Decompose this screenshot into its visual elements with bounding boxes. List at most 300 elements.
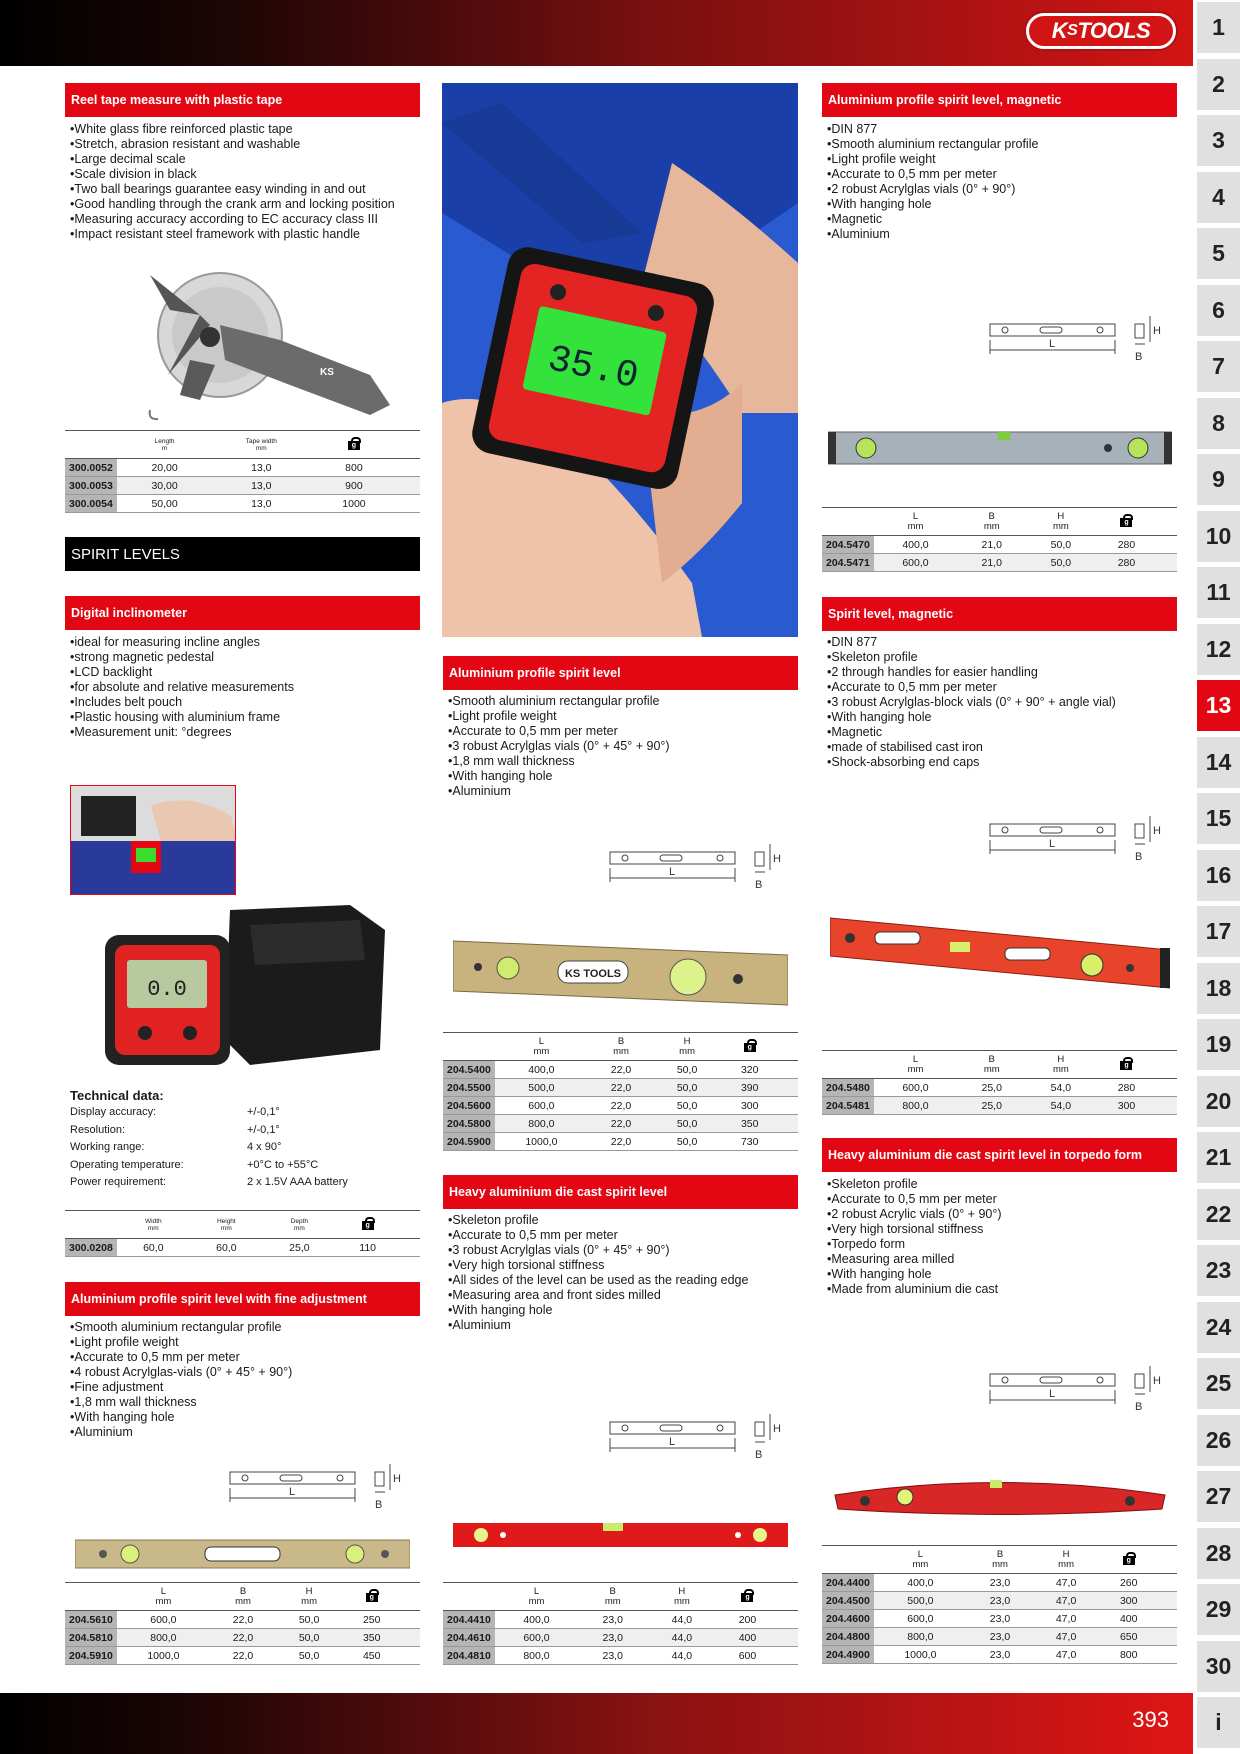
feature-item: • Good handling through the crank arm and locking position — [70, 197, 420, 212]
feature-item: • 2 robust Acrylic vials (0° + 90°) — [827, 1207, 1177, 1222]
column-header — [822, 1051, 874, 1079]
article-number: 204.5471 — [822, 554, 874, 572]
column-header: L mm — [874, 508, 957, 536]
table-row — [443, 1061, 798, 1079]
table-cell: 21,0 — [957, 554, 1026, 572]
feature-item: • Scale division in black — [70, 167, 420, 182]
feature-item: • Skeleton profile — [827, 650, 1177, 665]
inclinometer-usage-thumbnail — [70, 785, 236, 895]
table-cell: 23,0 — [967, 1574, 1033, 1592]
section-header-torpedo: Heavy aluminium die cast spirit level in torpedo form — [822, 1138, 1177, 1172]
chapter-tab-27[interactable]: 27 — [1197, 1471, 1240, 1522]
column-header — [443, 1033, 495, 1061]
table-cell: 23,0 — [967, 1610, 1033, 1628]
table-cell: 22,0 — [210, 1647, 276, 1665]
table-cell: 60,0 — [117, 1239, 190, 1257]
table-cell: 600,0 — [874, 554, 957, 572]
table-cell: 22,0 — [588, 1079, 654, 1097]
table-cell: 50,0 — [276, 1629, 342, 1647]
feature-item: • DIN 877 — [827, 635, 1177, 650]
table-cell: 500,0 — [874, 1592, 967, 1610]
table-cell: 50,0 — [276, 1611, 342, 1629]
feature-item: • Aluminium — [70, 1425, 420, 1440]
feature-item: • With hanging hole — [448, 769, 798, 784]
table-cell: 23,0 — [967, 1646, 1033, 1664]
table-cell: 13,0 — [212, 477, 310, 495]
column-header: B mm — [957, 508, 1026, 536]
table-cell: 50,0 — [654, 1061, 720, 1079]
feature-item: • 2 through handles for easier handling — [827, 665, 1177, 680]
table-cell: 50,0 — [654, 1079, 720, 1097]
article-number: 204.5480 — [822, 1079, 874, 1097]
feature-item: • Magnetic — [827, 725, 1177, 740]
alu-magnetic-features — [827, 122, 1177, 242]
alu-profile-level-image — [453, 933, 788, 1013]
tech-label: Working range: — [70, 1141, 145, 1153]
article-number: 300.0052 — [65, 459, 117, 477]
column-header: H mm — [647, 1583, 716, 1611]
chapter-tab-5[interactable]: 5 — [1197, 228, 1240, 279]
feature-item: • Skeleton profile — [448, 1213, 798, 1228]
weight-icon — [310, 431, 397, 459]
table-cell: 44,0 — [647, 1629, 716, 1647]
article-number: 204.4400 — [822, 1574, 874, 1592]
table-cell: 47,0 — [1033, 1610, 1099, 1628]
table-cell: 47,0 — [1033, 1592, 1099, 1610]
feature-item: • 2 robust Acrylglas vials (0° + 90°) — [827, 182, 1177, 197]
table-cell-empty — [779, 1611, 798, 1629]
column-header: L mm — [874, 1546, 967, 1574]
table-cell: 1000 — [310, 495, 397, 513]
table-cell: 60,0 — [190, 1239, 263, 1257]
article-number: 204.5500 — [443, 1079, 495, 1097]
header-bar — [0, 0, 1193, 66]
article-number: 204.5481 — [822, 1097, 874, 1115]
chapter-tab-4[interactable]: 4 — [1197, 172, 1240, 223]
feature-item: • LCD backlight — [70, 665, 420, 680]
feature-item: • Stretch, abrasion resistant and washable — [70, 137, 420, 152]
table-cell: 800,0 — [495, 1647, 578, 1665]
column-header-empty — [1158, 1051, 1177, 1079]
table-row — [65, 1239, 420, 1257]
dimension-label-h: H — [1153, 1375, 1161, 1387]
feature-item: • Impact resistant steel framework with plastic handle — [70, 227, 420, 242]
feature-item: • 1,8 mm wall thickness — [70, 1395, 420, 1410]
feature-item: • Measuring area milled — [827, 1252, 1177, 1267]
chapter-tab-14[interactable]: 14 — [1197, 737, 1240, 788]
table-cell: 800,0 — [117, 1629, 210, 1647]
table-cell: 54,0 — [1026, 1097, 1095, 1115]
table-cell: 54,0 — [1026, 1079, 1095, 1097]
table-cell: 21,0 — [957, 536, 1026, 554]
table-cell: 50,00 — [117, 495, 213, 513]
table-cell: 400,0 — [495, 1061, 588, 1079]
table-cell-empty — [398, 477, 420, 495]
table-cell: 30,00 — [117, 477, 213, 495]
tech-value: +/-0,1° — [247, 1123, 280, 1136]
feature-item: • Aluminium — [827, 227, 1177, 242]
tech-data-title: Technical data: — [70, 1088, 164, 1103]
chapter-tab-9[interactable]: 9 — [1197, 454, 1240, 505]
feature-item: • With hanging hole — [70, 1410, 420, 1425]
table-cell: 23,0 — [578, 1611, 647, 1629]
column-header — [822, 508, 874, 536]
column-header-empty — [1158, 1546, 1177, 1574]
table-row — [65, 1647, 420, 1665]
table-cell-empty — [1158, 1628, 1177, 1646]
inclinometer-hero-photo — [442, 83, 798, 637]
article-number: 204.4800 — [822, 1628, 874, 1646]
footer-bar — [0, 1693, 1193, 1754]
table-cell: 47,0 — [1033, 1628, 1099, 1646]
article-number: 300.0054 — [65, 495, 117, 513]
dimension-label-l: L — [1048, 1388, 1056, 1400]
table-cell: 500,0 — [495, 1079, 588, 1097]
table-cell: 600,0 — [874, 1079, 957, 1097]
feature-item: • Includes belt pouch — [70, 695, 420, 710]
reel-tape-features — [70, 122, 420, 242]
weight-icon — [342, 1583, 401, 1611]
alu-profile-features — [448, 694, 798, 799]
feature-item: • 1,8 mm wall thickness — [448, 754, 798, 769]
column-header: H mm — [1026, 508, 1095, 536]
feature-item: • Accurate to 0,5 mm per meter — [70, 1350, 420, 1365]
feature-item: • Very high torsional stiffness — [448, 1258, 798, 1273]
table-row — [65, 1611, 420, 1629]
reel-tape-image — [140, 265, 405, 425]
column-header — [822, 1546, 874, 1574]
chapter-tab-30[interactable]: 30 — [1197, 1641, 1240, 1692]
table-cell: 110 — [336, 1239, 400, 1257]
chapter-tab-17[interactable]: 17 — [1197, 906, 1240, 957]
table-cell: 400,0 — [874, 1574, 967, 1592]
alu-magnetic-dimension-drawing — [985, 312, 1175, 372]
dimension-label-l: L — [668, 1436, 676, 1448]
table-cell: 280 — [1095, 1079, 1157, 1097]
table-row — [443, 1647, 798, 1665]
chapter-tab-12[interactable]: 12 — [1197, 624, 1240, 675]
table-cell: 22,0 — [588, 1097, 654, 1115]
heavy-die-cast-level-image — [453, 1520, 788, 1550]
chapter-tab-21[interactable]: 21 — [1197, 1132, 1240, 1183]
chapter-tab-19[interactable]: 19 — [1197, 1019, 1240, 1070]
inclinometer-features — [70, 635, 420, 740]
tech-label: Display accuracy: — [70, 1106, 157, 1118]
table-cell: 50,0 — [1026, 536, 1095, 554]
table-cell-empty — [401, 1611, 420, 1629]
table-cell: 50,0 — [276, 1647, 342, 1665]
feature-item: • Accurate to 0,5 mm per meter — [448, 724, 798, 739]
chapter-tab-7[interactable]: 7 — [1197, 341, 1240, 392]
table-cell-empty — [1158, 1079, 1177, 1097]
weight-icon — [1099, 1546, 1158, 1574]
table-cell: 22,0 — [210, 1611, 276, 1629]
table-cell: 300 — [720, 1097, 779, 1115]
table-cell: 22,0 — [588, 1133, 654, 1151]
chapter-tabs — [1197, 0, 1240, 1754]
inclinometer-table — [65, 1210, 420, 1257]
feature-item: • Fine adjustment — [70, 1380, 420, 1395]
heavy-die-cast-features — [448, 1213, 798, 1333]
chapter-tab-1[interactable]: 1 — [1197, 2, 1240, 53]
table-row — [65, 459, 420, 477]
section-header-heavy-die-cast: Heavy aluminium die cast spirit level — [443, 1175, 798, 1209]
feature-item: • With hanging hole — [827, 1267, 1177, 1282]
chapter-tab-26[interactable]: 26 — [1197, 1415, 1240, 1466]
feature-item: • DIN 877 — [827, 122, 1177, 137]
table-cell: 50,0 — [1026, 554, 1095, 572]
feature-item: • Measuring area and front sides milled — [448, 1288, 798, 1303]
dimension-label-h: H — [773, 1423, 781, 1435]
fine-adjust-table — [65, 1582, 420, 1665]
dimension-label-h: H — [393, 1473, 401, 1485]
chapter-tab-13[interactable]: 13 — [1197, 680, 1240, 731]
brand-logo: K S TOOLS — [1026, 13, 1176, 49]
table-row — [822, 1628, 1177, 1646]
chapter-tab-15[interactable]: 15 — [1197, 793, 1240, 844]
table-cell: 13,0 — [212, 459, 310, 477]
table-cell: 900 — [310, 477, 397, 495]
feature-item: • All sides of the level can be used as the reading edge — [448, 1273, 798, 1288]
tech-label: Power requirement: — [70, 1176, 166, 1188]
feature-item: • 4 robust Acrylglas-vials (0° + 45° + 90°) — [70, 1365, 420, 1380]
section-title-spirit-levels: SPIRIT LEVELS — [65, 537, 420, 571]
magnetic-level-image — [830, 910, 1170, 995]
column-header: B mm — [210, 1583, 276, 1611]
feature-item: • for absolute and relative measurements — [70, 680, 420, 695]
table-cell-empty — [779, 1097, 798, 1115]
table-cell: 280 — [1095, 536, 1157, 554]
section-header-alu-profile: Aluminium profile spirit level — [443, 656, 798, 690]
chapter-tab-29[interactable]: 29 — [1197, 1584, 1240, 1635]
article-number: 204.4900 — [822, 1646, 874, 1664]
column-header: H mm — [1033, 1546, 1099, 1574]
table-cell: 13,0 — [212, 495, 310, 513]
article-number: 300.0208 — [65, 1239, 117, 1257]
article-number: 204.4810 — [443, 1647, 495, 1665]
article-number: 204.5470 — [822, 536, 874, 554]
fine-adjust-features — [70, 1320, 420, 1440]
dimension-label-h: H — [1153, 825, 1161, 837]
table-row — [65, 1629, 420, 1647]
table-cell: 47,0 — [1033, 1574, 1099, 1592]
table-row — [443, 1133, 798, 1151]
table-cell: 50,0 — [654, 1097, 720, 1115]
feature-item: • With hanging hole — [827, 197, 1177, 212]
table-row — [65, 495, 420, 513]
table-cell: 20,00 — [117, 459, 213, 477]
table-cell-empty — [401, 1629, 420, 1647]
dimension-label-b: B — [755, 1449, 763, 1461]
chapter-tab-18[interactable]: 18 — [1197, 963, 1240, 1014]
article-number: 204.4610 — [443, 1629, 495, 1647]
table-row — [822, 1079, 1177, 1097]
column-header — [65, 431, 117, 459]
column-header: B mm — [967, 1546, 1033, 1574]
chapter-tab-28[interactable]: 28 — [1197, 1528, 1240, 1579]
feature-item: • strong magnetic pedestal — [70, 650, 420, 665]
article-number: 204.5610 — [65, 1611, 117, 1629]
feature-item: • Smooth aluminium rectangular profile — [70, 1320, 420, 1335]
dimension-label-h: H — [773, 853, 781, 865]
table-cell: 400 — [1099, 1610, 1158, 1628]
chapter-tab-10[interactable]: 10 — [1197, 511, 1240, 562]
table-cell: 800 — [1099, 1646, 1158, 1664]
table-row — [822, 1097, 1177, 1115]
column-header: B mm — [957, 1051, 1026, 1079]
feature-item: • White glass fibre reinforced plastic tape — [70, 122, 420, 137]
weight-icon — [336, 1211, 400, 1239]
feature-item: • Two ball bearings guarantee easy winding in and out — [70, 182, 420, 197]
table-cell: 400,0 — [495, 1611, 578, 1629]
chapter-tab-23[interactable]: 23 — [1197, 1245, 1240, 1296]
inclinometer-product-image — [100, 900, 390, 1070]
table-cell: 600,0 — [495, 1629, 578, 1647]
dimension-label-b: B — [1135, 851, 1143, 863]
table-cell-empty — [1158, 1574, 1177, 1592]
feature-item: • Large decimal scale — [70, 152, 420, 167]
fine-adjust-dimension-drawing — [225, 1460, 415, 1520]
article-number: 204.5810 — [65, 1629, 117, 1647]
feature-item: • With hanging hole — [448, 1303, 798, 1318]
table-cell-empty — [779, 1079, 798, 1097]
table-row — [822, 554, 1177, 572]
table-cell-empty — [1158, 1610, 1177, 1628]
table-cell: 390 — [720, 1079, 779, 1097]
dimension-label-l: L — [288, 1486, 296, 1498]
dimension-label-h: H — [1153, 325, 1161, 337]
table-cell-empty — [398, 459, 420, 477]
dimension-label-l: L — [668, 866, 676, 878]
column-header: L mm — [495, 1583, 578, 1611]
table-cell: 44,0 — [647, 1647, 716, 1665]
chapter-tab-i[interactable]: i — [1197, 1697, 1240, 1748]
feature-item: • Light profile weight — [70, 1335, 420, 1350]
section-header-alu-magnetic: Aluminium profile spirit level, magnetic — [822, 83, 1177, 117]
table-cell: 23,0 — [578, 1629, 647, 1647]
table-cell: 450 — [342, 1647, 401, 1665]
feature-item: • Very high torsional stiffness — [827, 1222, 1177, 1237]
chapter-tab-22[interactable]: 22 — [1197, 1189, 1240, 1240]
table-cell: 300 — [1099, 1592, 1158, 1610]
table-cell-empty — [1158, 1097, 1177, 1115]
tech-label: Operating temperature: — [70, 1158, 184, 1171]
chapter-tab-16[interactable]: 16 — [1197, 850, 1240, 901]
table-cell: 600,0 — [874, 1610, 967, 1628]
column-header — [65, 1211, 117, 1239]
section-header-inclinometer: Digital inclinometer — [65, 596, 420, 630]
dimension-label-l: L — [1048, 338, 1056, 350]
table-cell: 44,0 — [647, 1611, 716, 1629]
svg-text:KS TOOLS: KS TOOLS — [564, 968, 622, 980]
column-header: Tape width mm — [212, 431, 310, 459]
column-header: H mm — [276, 1583, 342, 1611]
table-cell: 25,0 — [263, 1239, 336, 1257]
column-header: Depth mm — [263, 1211, 336, 1239]
table-cell: 1000,0 — [117, 1647, 210, 1665]
table-cell: 800,0 — [495, 1115, 588, 1133]
section-header-reel-tape: Reel tape measure with plastic tape — [65, 83, 420, 117]
torpedo-dimension-drawing — [985, 1362, 1175, 1422]
table-cell-empty — [779, 1133, 798, 1151]
article-number: 204.5900 — [443, 1133, 495, 1151]
chapter-tab-24[interactable]: 24 — [1197, 1302, 1240, 1353]
magnetic-features — [827, 635, 1177, 770]
table-cell-empty — [779, 1061, 798, 1079]
dimension-label-b: B — [1135, 1401, 1143, 1413]
alu-profile-table — [443, 1032, 798, 1151]
table-cell-empty — [401, 1647, 420, 1665]
table-cell: 22,0 — [588, 1061, 654, 1079]
alu-magnetic-level-image — [828, 428, 1172, 468]
dimension-label-b: B — [1135, 351, 1143, 363]
chapter-tab-6[interactable]: 6 — [1197, 285, 1240, 336]
column-header — [65, 1583, 117, 1611]
table-cell: 600 — [716, 1647, 778, 1665]
section-header-fine-adjust: Aluminium profile spirit level with fine adjustment — [65, 1282, 420, 1316]
column-header-empty — [779, 1033, 798, 1061]
tech-value: 4 x 90° — [247, 1141, 282, 1153]
column-header: Width mm — [117, 1211, 190, 1239]
feature-item: • Magnetic — [827, 212, 1177, 227]
table-cell: 800 — [310, 459, 397, 477]
table-cell: 23,0 — [967, 1592, 1033, 1610]
chapter-tab-3[interactable]: 3 — [1197, 115, 1240, 166]
table-cell: 200 — [716, 1611, 778, 1629]
table-cell: 23,0 — [967, 1628, 1033, 1646]
column-header-empty — [779, 1583, 798, 1611]
table-cell: 250 — [342, 1611, 401, 1629]
chapter-tab-20[interactable]: 20 — [1197, 1076, 1240, 1127]
table-cell-empty — [398, 495, 420, 513]
table-row — [822, 1610, 1177, 1628]
table-row — [65, 477, 420, 495]
feature-item: • Measurement unit: °degrees — [70, 725, 420, 740]
feature-item: • 3 robust Acrylglas vials (0° + 45° + 90°) — [448, 1243, 798, 1258]
tech-label: Resolution: — [70, 1123, 126, 1136]
chapter-tab-8[interactable]: 8 — [1197, 398, 1240, 449]
feature-item: • Accurate to 0,5 mm per meter — [827, 167, 1177, 182]
table-cell: 22,0 — [210, 1629, 276, 1647]
alu-magnetic-table — [822, 507, 1177, 572]
table-cell: 280 — [1095, 554, 1157, 572]
svg-text:KS: KS — [320, 367, 334, 378]
article-number: 204.5800 — [443, 1115, 495, 1133]
table-cell-empty — [399, 1239, 420, 1257]
svg-text:35.0: 35.0 — [543, 338, 643, 400]
table-cell: 22,0 — [588, 1115, 654, 1133]
table-cell: 47,0 — [1033, 1646, 1099, 1664]
table-row — [443, 1115, 798, 1133]
feature-item: • Light profile weight — [448, 709, 798, 724]
table-cell-empty — [779, 1647, 798, 1665]
chapter-tab-25[interactable]: 25 — [1197, 1358, 1240, 1409]
weight-icon — [1095, 508, 1157, 536]
column-header: Height mm — [190, 1211, 263, 1239]
table-cell: 320 — [720, 1061, 779, 1079]
weight-icon — [716, 1583, 778, 1611]
column-header: L mm — [874, 1051, 957, 1079]
article-number: 204.5600 — [443, 1097, 495, 1115]
column-header: H mm — [1026, 1051, 1095, 1079]
chapter-tab-11[interactable]: 11 — [1197, 567, 1240, 618]
table-cell: 25,0 — [957, 1097, 1026, 1115]
column-header: B mm — [578, 1583, 647, 1611]
table-cell: 800,0 — [874, 1097, 957, 1115]
table-cell: 50,0 — [654, 1115, 720, 1133]
chapter-tab-2[interactable]: 2 — [1197, 59, 1240, 110]
fine-adjust-level-image — [75, 1535, 410, 1575]
